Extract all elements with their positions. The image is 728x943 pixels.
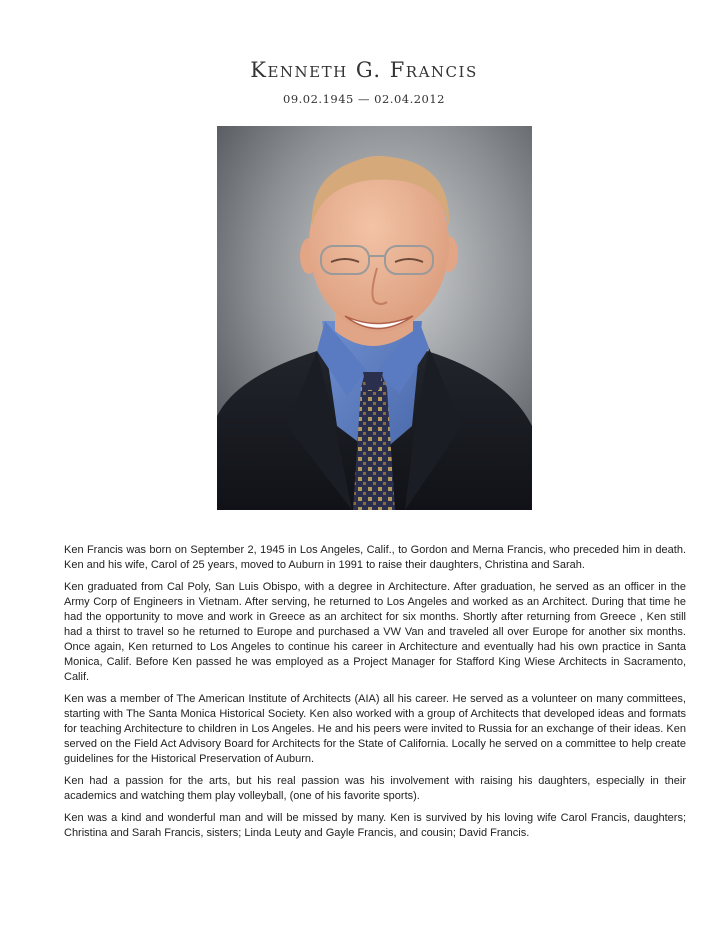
life-dates: 09.02.1945 — 02.04.2012 xyxy=(283,92,445,106)
paragraph: Ken Francis was born on September 2, 1945 in Los Angeles, Calif., to Gordon and Merna Francis, who preceded him in death. Ken and his wife, Carol of 25 years, moved to Auburn in 1991 to raise their daughters, Christina and Sarah. xyxy=(64,544,686,571)
paragraph: Ken was a member of The American Institute of Architects (AIA) all his career. He served as a volunteer on many committees, starting with The Santa Monica Historical Society. Ken also worked with a group of Architects that developed ideas and formats for teaching Architecture to children in Los Angeles. He and his peers were invited to Russia for an exchange of their ideas. Ken served on the Field Act Advisory Board for Architects for the State of California. Locally he served on a committee to help create guidelines for the Historical Preservation of Auburn. xyxy=(64,693,686,765)
paragraph: Ken graduated from Cal Poly, San Luis Obispo, with a degree in Architecture. After graduation, he served as an officer in the Army Corp of Engineers in Vietnam. After serving, he returned to Los Angeles and worked as an Architect. During that time he had the opportunity to move and work in Greece as an architect for six months. Shortly after returning from Greece , Ken still had a thirst to travel so he returned to Europe and purchased a VW Van and traveled all over Europe for another six months. Once again, Ken returned to Los Angeles to continue his career in Architecture and eventually had his own practice in Santa Monica, Calif. Before Ken passed he was employed as a Project Manager for Stafford King Wiese Architects in Sacramento, Calif. xyxy=(64,581,686,683)
paragraph: Ken had a passion for the arts, but his real passion was his involvement with raising his daughters, especially in their academics and watching them play volleyball, (one of his favorite sports). xyxy=(64,775,686,802)
page-title: Kenneth G. Francis xyxy=(250,58,478,82)
paragraph: Ken was a kind and wonderful man and will be missed by many. Ken is survived by his loving wife Carol Francis, daughters; Christina and Sarah Francis, sisters; Linda Leuty and Gayle Francis, and cousin; David Francis. xyxy=(64,812,686,839)
obituary-text xyxy=(64,543,686,848)
portrait-photo xyxy=(217,126,532,510)
